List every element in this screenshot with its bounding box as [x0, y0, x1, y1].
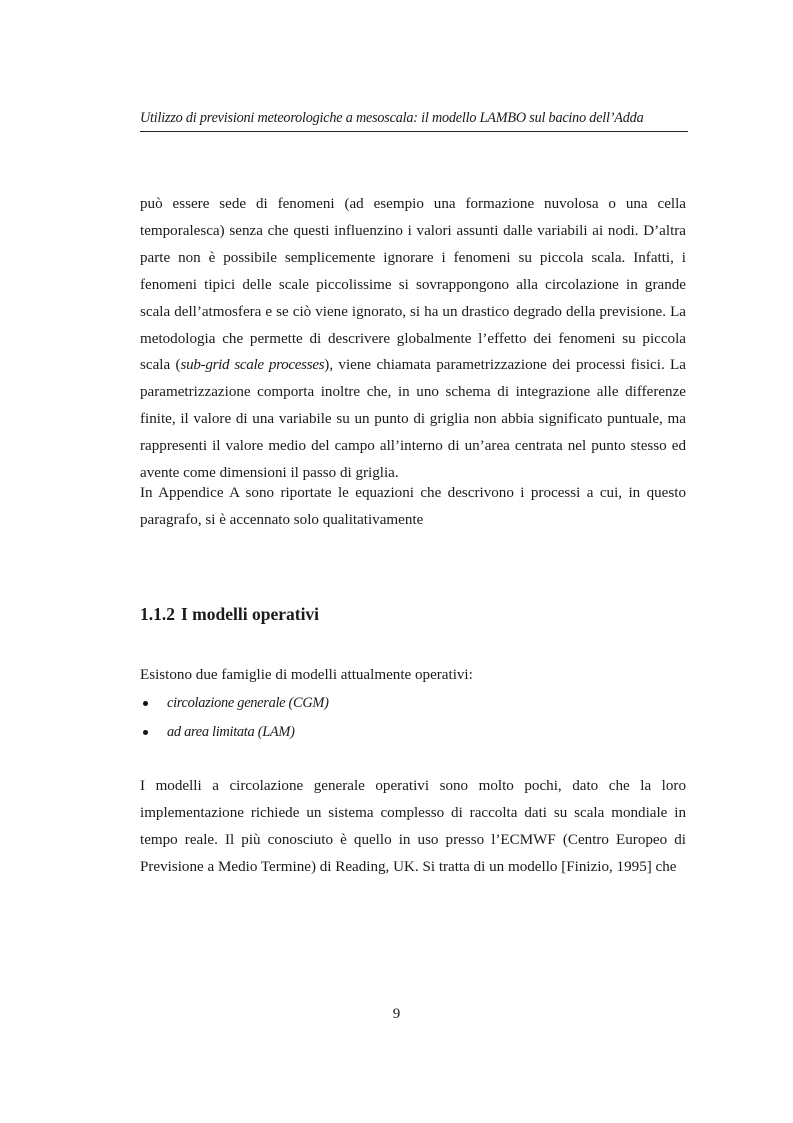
paragraph-text — [140, 191, 686, 487]
paragraph-text-part2: ), viene chiamata parametrizzazione dei processi fisici. La parametrizzazione comporta inoltre che, in uno schema di integrazione alle differenze finite, il valore di una variabile su un punto di griglia non abbia significato puntuale, ma rappresenti il valore medio del campo all’interno di un’area centrata nel punto stesso ed avente come dimensioni il passo di griglia. — [140, 357, 686, 482]
model-families-list — [140, 689, 329, 747]
section-number: 1.1.2 — [140, 604, 175, 624]
paragraph-text: I modelli a circolazione generale operativi sono molto pochi, dato che la loro implementazione richiede un sistema complesso di raccolta dati su scala mondiale in tempo reale. Il più conosciuto è quello in uso presso l’ECMWF (Centro Europeo di Previsione a Medio Termine) di Reading, UK. Si tratta di un modello [Finizio, 1995] che — [140, 778, 686, 875]
list-item — [140, 689, 329, 718]
paragraph-appendix — [140, 480, 686, 534]
list-item — [140, 718, 329, 747]
paragraph-text-part1: può essere sede di fenomeni (ad esempio una formazione nuvolosa o una cella temporalesca) senza che questi influenzino i valori assunti dalle variabili ai nodi. D’altra parte non è possibile semplicemente ignorare i fenomeni su piccola scala. Infatti, i fenomeni tipici delle scale piccolissime si sovrappongono alla circolazione in grande scala dell’atmosfera e se ciò viene ignorato, si ha un drastico degrado della previsione. La metodologia che permette di descrivere globalmente l’effetto dei fenomeni su piccola scala ( — [140, 196, 686, 374]
page-number: 9 — [392, 1006, 401, 1022]
italic-term: sub-grid scale processes — [180, 357, 325, 374]
list-item-label: ad area limitata (LAM) — [167, 724, 295, 740]
bullet-icon — [143, 701, 148, 706]
header-rule — [140, 131, 688, 132]
paragraph-text: In Appendice A sono riportate le equazioni che descrivono i processi a cui, in questo paragrafo, si è accennato solo qualitativamente — [140, 485, 686, 528]
paragraph-cgm — [140, 773, 686, 881]
section-heading — [140, 604, 319, 625]
paragraph-intro — [140, 662, 686, 689]
paragraph-parametrization — [140, 191, 686, 487]
section-title: I modelli operativi — [181, 604, 320, 624]
paragraph-text: Esistono due famiglie di modelli attualmente operativi: — [140, 667, 473, 683]
bullet-icon — [143, 730, 148, 735]
list-item-label: circolazione generale (CGM) — [167, 695, 329, 711]
running-header: Utilizzo di previsioni meteorologiche a mesoscala: il modello LAMBO sul bacino dell’Adda — [140, 110, 644, 126]
